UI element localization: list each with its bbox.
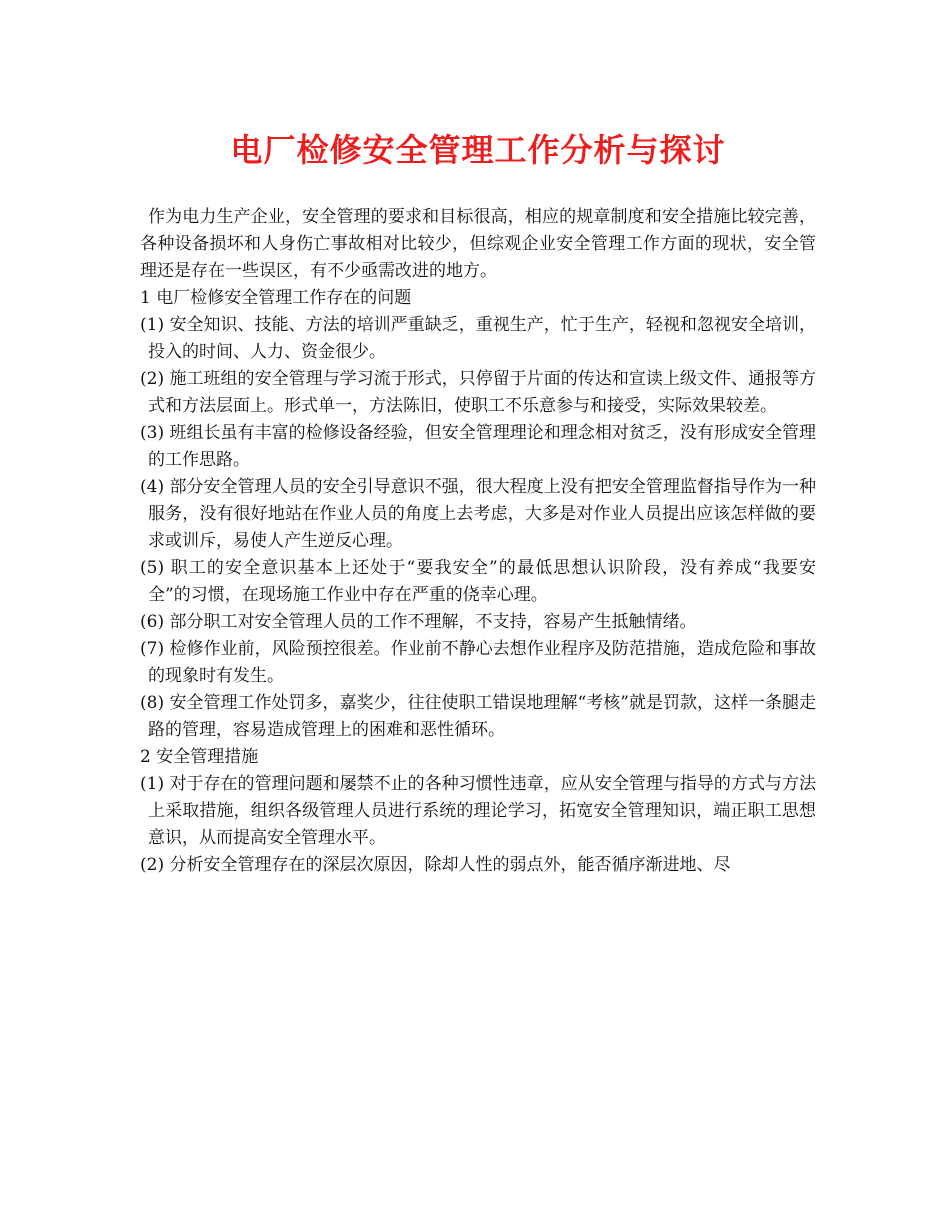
document-title: 电厂检修安全管理工作分析与探讨 xyxy=(230,131,726,169)
measure-item-2: (2) 分析安全管理存在的深层次原因，除却人性的弱点外，能否循序渐进地、尽 xyxy=(140,855,731,875)
problem-item-1: (1) 安全知识、技能、方法的培训严重缺乏，重视生产，忙于生产，轻视和忽视安全培训，投入的时间、人力、资金很少。 xyxy=(140,315,816,362)
document-body xyxy=(140,204,816,879)
problem-item-5: (5) 职工的安全意识基本上还处于“要我安全”的最低思想认识阶段，没有养成“我要安全”的习惯，在现场施工作业中存在严重的侥幸心理。 xyxy=(140,558,816,605)
problem-item-2: (2) 施工班组的安全管理与学习流于形式，只停留于片面的传达和宣读上级文件、通报等方式和方法层面上。形式单一，方法陈旧，使职工不乐意参与和接受，实际效果较差。 xyxy=(140,369,816,416)
intro-paragraph: 作为电力生产企业，安全管理的要求和目标很高，相应的规章制度和安全措施比较完善，各种设备损坏和人身伤亡事故相对比较少，但综观企业安全管理工作方面的现状，安全管理还是存在一些误区，有不少亟需改进的地方。 xyxy=(140,207,816,281)
problem-item-7: (7) 检修作业前，风险预控很差。作业前不静心去想作业程序及防范措施，造成危险和事故的现象时有发生。 xyxy=(140,639,816,686)
problem-item-4: (4) 部分安全管理人员的安全引导意识不强，很大程度上没有把安全管理监督指导作为一种服务，没有很好地站在作业人员的角度上去考虑，大多是对作业人员提出应该怎样做的要求或训斥，易使人产生逆反心理。 xyxy=(140,477,816,551)
measure-item-1: (1) 对于存在的管理问题和屡禁不止的各种习惯性违章，应从安全管理与指导的方式与方法上采取措施，组织各级管理人员进行系统的理论学习，拓宽安全管理知识，端正职工思想意识，从而提高安全管理水平。 xyxy=(140,774,816,848)
problem-item-6: (6) 部分职工对安全管理人员的工作不理解，不支持，容易产生抵触情绪。 xyxy=(140,612,697,632)
section-heading-measures: 2 安全管理措施 xyxy=(140,747,259,767)
problem-item-3: (3) 班组长虽有丰富的检修设备经验，但安全管理理论和理念相对贫乏，没有形成安全管理的工作思路。 xyxy=(140,423,816,470)
problem-item-8: (8) 安全管理工作处罚多，嘉奖少，往往使职工错误地理解“考核”就是罚款，这样一条腿走路的管理，容易造成管理上的困难和恶性循环。 xyxy=(140,693,816,740)
section-heading-problems: 1 电厂检修安全管理工作存在的问题 xyxy=(140,288,412,308)
